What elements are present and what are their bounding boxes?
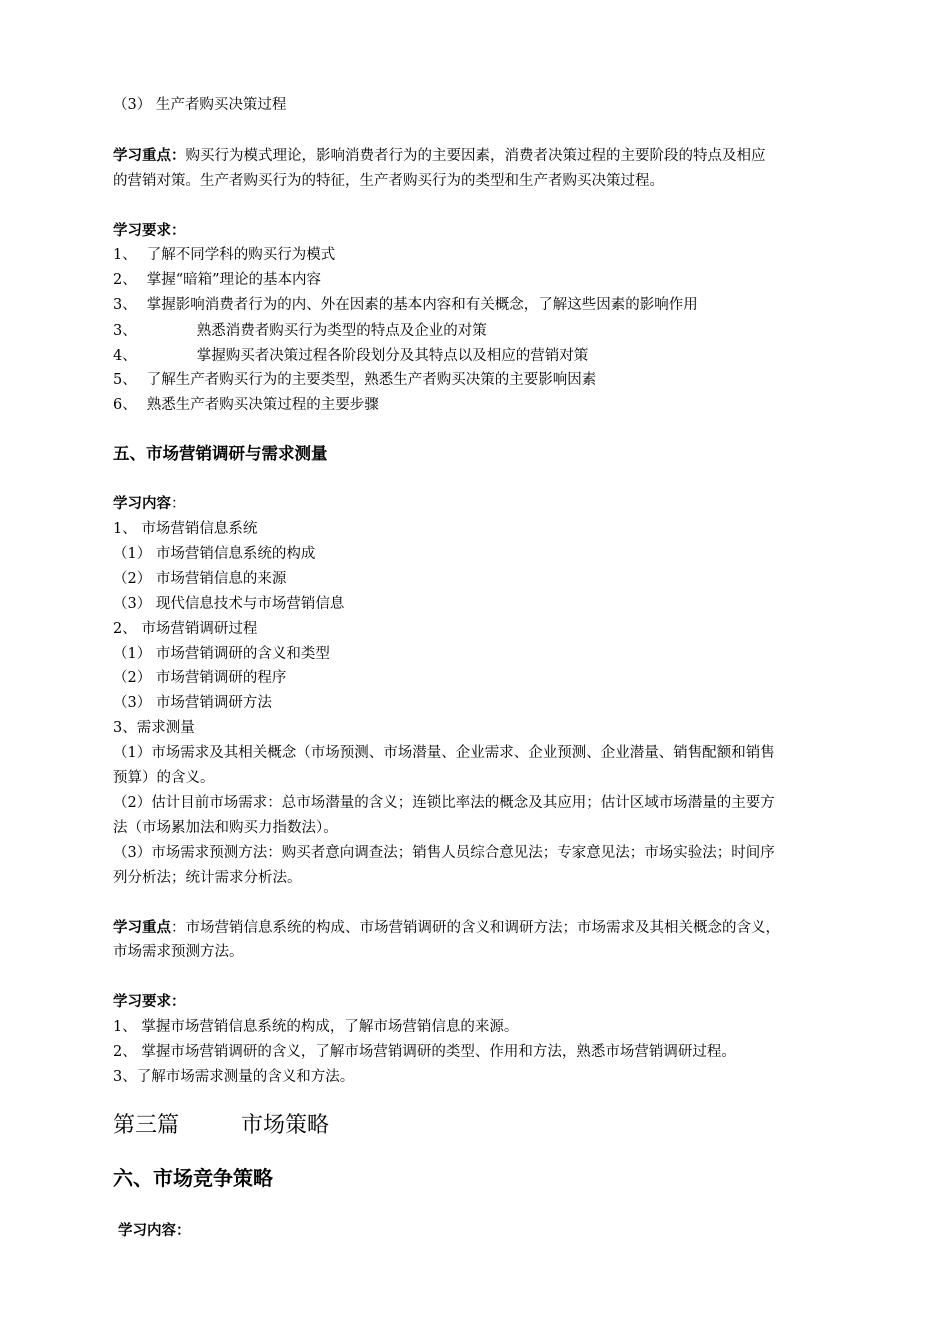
list-item: 3、需求测量 — [113, 720, 195, 736]
list-item: （1） 市场营销调研的含义和类型 — [113, 646, 330, 662]
paragraph-line: 市场需求预测方法。 — [113, 944, 244, 960]
section-label: 学习内容： — [118, 1223, 191, 1239]
list-number: 6、 — [113, 397, 137, 413]
list-item: 2、 掌握市场营销调研的含义，了解市场营销调研的类型、作用和方法，熟悉市场营销调研过程。 — [113, 1044, 736, 1060]
list-item: 2、 市场营销调研过程 — [113, 621, 258, 637]
list-item — [113, 295, 698, 315]
paragraph-line — [113, 918, 780, 938]
paragraph-line: 的营销对策。生产者购买行为的特征，生产者购买行为的类型和生产者购买决策过程。 — [113, 173, 664, 189]
list-item: 3、了解市场需求测量的含义和方法。 — [113, 1069, 355, 1085]
paragraph-line: 预算）的含义。 — [113, 770, 215, 786]
list-text: 熟悉消费者购买行为类型的特点及企业的对策 — [196, 323, 487, 339]
section-label: 学习内容 — [113, 496, 171, 512]
section-heading: 五、市场营销调研与需求测量 — [113, 444, 328, 463]
list-number: 4、 — [113, 348, 137, 364]
list-item — [113, 370, 596, 390]
list-item: （3） 市场营销调研方法 — [113, 695, 272, 711]
list-item — [113, 346, 588, 366]
paragraph-line — [113, 146, 766, 166]
list-text: 熟悉生产者购买决策过程的主要步骤 — [146, 397, 379, 413]
list-number: 3、 — [113, 323, 137, 339]
label-colon: ： — [171, 496, 186, 512]
list-item: （1） 市场营销信息系统的构成 — [113, 546, 316, 562]
section-label: 学习要求： — [113, 994, 186, 1010]
list-text: 了解不同学科的购买行为模式 — [146, 247, 336, 263]
list-text: 了解生产者购买行为的主要类型，熟悉生产者购买决策的主要影响因素 — [146, 372, 597, 388]
paragraph-text: ：市场营销信息系统的构成、市场营销调研的含义和调研方法；市场需求及其相关概念的含义， — [171, 920, 780, 936]
paragraph-line: （2）估计目前市场需求：总市场潜量的含义；连锁比率法的概念及其应用；估计区域市场潜量的主要方 — [113, 795, 775, 811]
list-item: 1、 掌握市场营销信息系统的构成，了解市场营销信息的来源。 — [113, 1019, 519, 1035]
list-item: （3） 现代信息技术与市场营销信息 — [113, 596, 345, 612]
list-text: 掌握影响消费者行为的内、外在因素的基本内容和有关概念，了解这些因素的影响作用 — [146, 297, 698, 313]
section-label: 学习重点： — [113, 148, 186, 164]
list-number: 3、 — [113, 297, 137, 313]
list-text: 掌握购买者决策过程各阶段划分及其特点以及相应的营销对策 — [196, 348, 589, 364]
list-item — [113, 270, 321, 290]
paragraph-line: 法（市场累加法和购买力指数法）。 — [113, 820, 338, 836]
part-title: 市场策略 — [241, 1113, 330, 1138]
list-item: （2） 市场营销信息的来源 — [113, 571, 287, 587]
part-number: 第三篇 — [113, 1113, 180, 1138]
paragraph-text: 购买行为模式理论，影响消费者行为的主要因素，消费者决策过程的主要阶段的特点及相应 — [185, 148, 766, 164]
list-item: （3） 生产者购买决策过程 — [113, 97, 287, 113]
list-item — [113, 321, 487, 341]
list-item — [113, 245, 335, 265]
list-item: （2） 市场营销调研的程序 — [113, 670, 287, 686]
list-number: 5、 — [113, 372, 137, 388]
list-number: 1、 — [113, 247, 137, 263]
section-label: 学习重点 — [113, 920, 171, 936]
list-text: 掌握“暗箱”理论的基本内容 — [146, 272, 322, 288]
list-item: 1、 市场营销信息系统 — [113, 521, 258, 537]
section-label-line — [113, 494, 186, 514]
paragraph-line: （1）市场需求及其相关概念（市场预测、市场潜量、企业需求、企业预测、企业潜量、销售配额和销售 — [113, 745, 775, 761]
paragraph-line: 列分析法；统计需求分析法。 — [113, 870, 302, 886]
part-heading — [113, 1112, 329, 1140]
paragraph-line: （3）市场需求预测方法：购买者意向调查法；销售人员综合意见法；专家意见法；市场实验法；时间序 — [113, 845, 775, 861]
section-label: 学习要求： — [113, 223, 186, 239]
section-heading: 六、市场竞争策略 — [113, 1166, 273, 1190]
list-number: 2、 — [113, 272, 137, 288]
list-item — [113, 395, 379, 415]
